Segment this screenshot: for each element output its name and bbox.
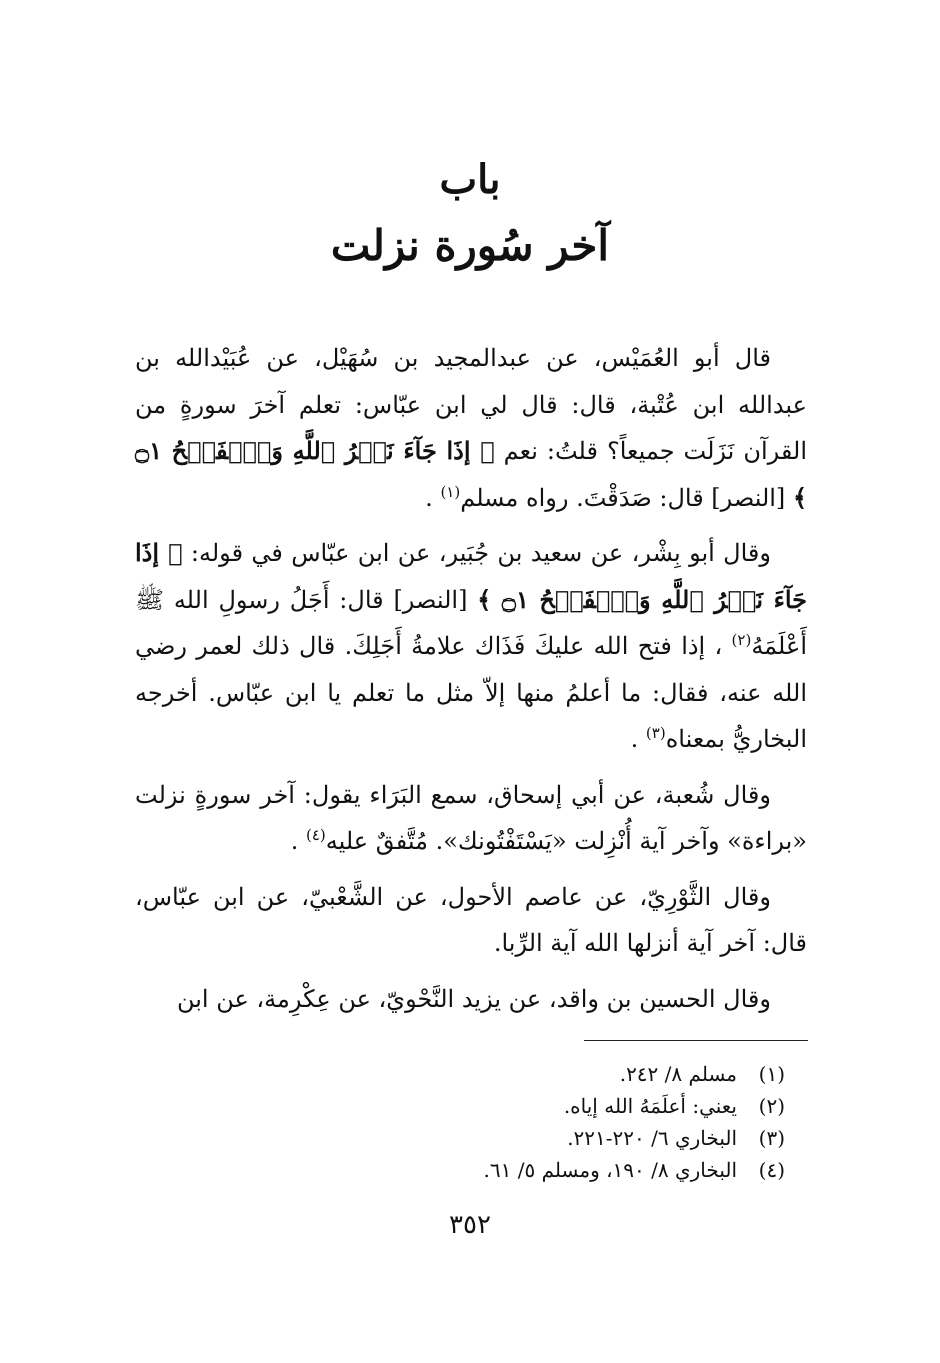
footnote-number: (٣) xyxy=(758,1126,785,1150)
footnote-number: (٤) xyxy=(758,1158,785,1182)
chapter-title: آخر سُورة نزلت xyxy=(330,221,610,270)
footnote-divider xyxy=(584,1040,808,1041)
footnote-marker: (٣) xyxy=(645,724,666,742)
paragraph: وقال أبو بِشْر، عن سعيد بن جُبَير، عن ابن عبّاس في قوله: ﴿ إذَا جَآءَ نَصۡرُ ٱللَّهِ وَٱلۡفَتۡحُ ۝١ ﴾ [النصر] قال: أَجَلُ رسولِ الله ﷺ أَعْلَمَهُ$^{(٢)}$ ، إذا فتح الله عليكَ فَذَاك علامةُ أَجَلِكَ. قال ذلك لعمر رضي الله عنه، فقال: ما أعلمُ منها إلاّ مثل ما تعلم يا ابن عبّاس. أخرجه البخاريُّ بمعناه$^{(٣)}$ . xyxy=(135,538,807,753)
footnote-number: (١) xyxy=(758,1062,785,1086)
paragraph: قال أبو العُمَيْس، عن عبدالمجيد بن سُهَيْل، عن عُبَيْدالله بن عبدالله ابن عُتْبة، قال: قال لي ابن عبّاس: تعلم آخرَ سورةٍ من القرآن نَزَلَت جميعاً؟ قلتُ: نعم ﴿ إذَا جَآءَ نَصۡرُ ٱللَّهِ وَٱلۡفَتۡحُ ۝١ ﴾ [النصر] قال: صَدَقْتَ. رواه مسلم$^{(١)}$ . xyxy=(135,344,808,512)
chapter-label: باب xyxy=(439,156,501,203)
paragraph: وقال شُعبة، عن أبي إسحاق، سمع البَرَاء يقول: آخر سورةٍ نزلت «براءة» وآخر آية أُنْزِلت «يَسْتَفْتُونك». مُتَّفقٌ عليه$^{(٤)}$ . xyxy=(135,780,807,855)
paragraph: وقال الحسين بن واقد، عن يزيد النَّحْويّ، عن عِكْرِمة، عن ابن xyxy=(176,984,771,1013)
footnote-text: البخاري ٦/ ٢٢٠-٢٢١. xyxy=(567,1126,737,1150)
footnote-item xyxy=(400,1090,785,1122)
footnotes xyxy=(400,1058,785,1186)
footnote-marker: (٢) xyxy=(731,631,752,649)
quran-verse: ﴿ إذَا جَآءَ نَصۡرُ ٱللَّهِ وَٱلۡفَتۡحُ ۝١ ﴾ xyxy=(135,436,807,512)
footnote-item xyxy=(400,1058,785,1090)
quran-verse: ﴿ إذَا جَآءَ نَصۡرُ ٱللَّهِ وَٱلۡفَتۡحُ ۝١ ﴾ xyxy=(135,538,807,614)
footnote-marker: (٤) xyxy=(305,826,326,844)
page-number: ٣٥٢ xyxy=(449,1210,491,1240)
footnote-text: مسلم ٨/ ٢٤٢. xyxy=(619,1062,737,1086)
footnote-number: (٢) xyxy=(758,1094,785,1118)
footnote-marker: (١) xyxy=(440,482,461,501)
paragraph: وقال الثَّوْرِيّ، عن عاصم الأحول، عن الشَّعْبيّ، عن ابن عبّاس، قال: آخر آية أنزلها الله آية الرِّبا. xyxy=(135,882,807,957)
footnote-item xyxy=(400,1122,785,1154)
body-text xyxy=(135,335,807,1031)
footnote-text: يعني: أعلَمَهُ الله إياه. xyxy=(563,1094,737,1118)
footnote-text: البخاري ٨/ ١٩٠، ومسلم ٥/ ٦١. xyxy=(483,1158,737,1182)
footnote-item xyxy=(400,1154,785,1186)
